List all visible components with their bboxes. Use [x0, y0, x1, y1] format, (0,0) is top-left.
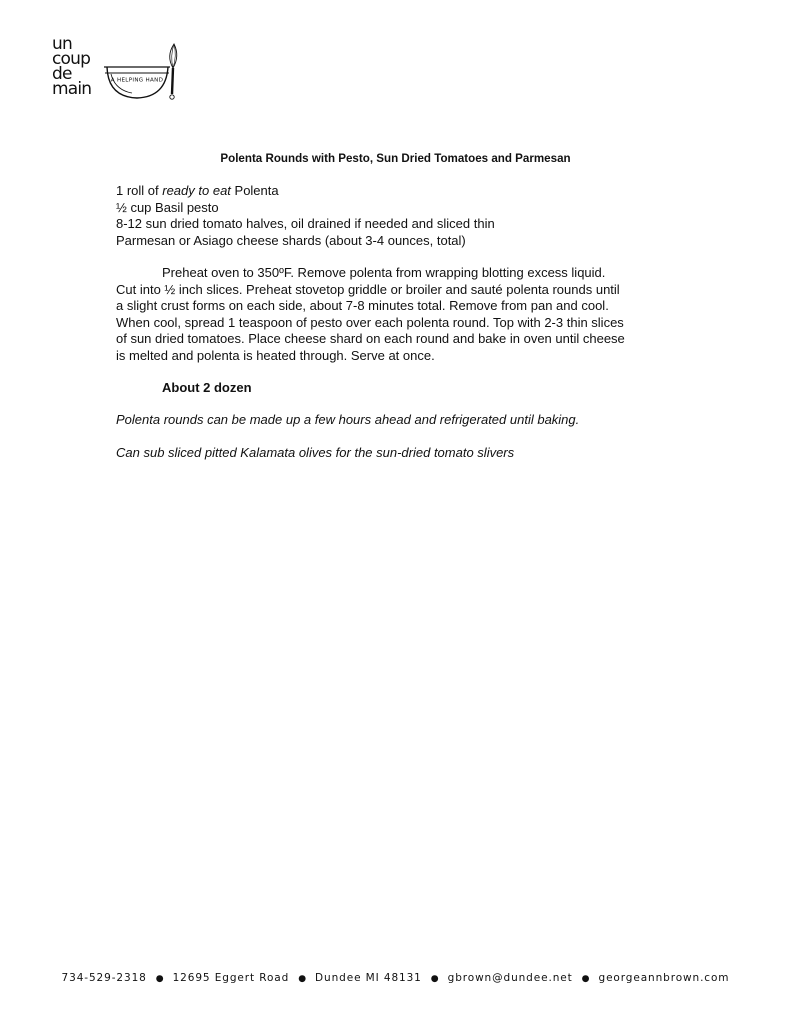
- company-logo: [52, 34, 187, 103]
- method-paragraph: [116, 265, 686, 365]
- method-line: Cut into ½ inch slices. Preheat stovetop griddle or broiler and sauté polenta rounds until: [116, 281, 620, 297]
- ingredient-text: 1 roll of: [116, 183, 163, 198]
- ingredient-text: Polenta: [230, 183, 279, 198]
- ingredient-item: 8-12 sun dried tomato halves, oil drained if needed and sliced thin: [116, 216, 495, 232]
- recipe-note: Polenta rounds can be made up a few hours ahead and refrigerated until baking.: [116, 412, 580, 427]
- logo-word: de: [52, 64, 72, 84]
- logo-tagline: A HELPING HAND: [110, 77, 164, 84]
- footer-city: Dundee MI 48131: [315, 972, 422, 984]
- footer-email: gbrown@dundee.net: [447, 972, 573, 984]
- method-line: a slight crust forms on each side, about 7-8 minutes total. Remove from pan and cool.: [116, 298, 609, 314]
- method-line: When cool, spread 1 teaspoon of pesto over each polenta round. Top with 2-3 thin slices: [116, 314, 624, 330]
- logo-word: coup: [52, 49, 91, 69]
- recipe-yield: About 2 dozen: [162, 380, 252, 395]
- method-line: Preheat oven to 350ºF. Remove polenta from wrapping blotting excess liquid.: [162, 265, 606, 280]
- method-line: is melted and polenta is heated through. Serve at once.: [116, 347, 435, 363]
- footer-website: georgeannbrown.com: [598, 972, 730, 984]
- ingredient-list: [116, 183, 495, 249]
- footer-separator: ●: [298, 974, 307, 984]
- logo-word: un: [52, 34, 72, 54]
- footer-separator: ●: [581, 974, 590, 984]
- method-line: of sun dried tomatoes. Place cheese shard on each round and bake in oven until cheese: [116, 331, 625, 347]
- ingredient-item: [116, 183, 495, 200]
- ingredient-item: Parmesan or Asiago cheese shards (about 3-4 ounces, total): [116, 232, 466, 248]
- mixing-bowl-whisk-icon: [102, 42, 187, 102]
- contact-footer: [0, 972, 791, 984]
- footer-address: 12695 Eggert Road: [172, 972, 290, 984]
- recipe-note: Can sub sliced pitted Kalamata olives for the sun-dried tomato slivers: [116, 445, 515, 460]
- footer-phone: 734-529-2318: [61, 972, 147, 984]
- footer-separator: ●: [430, 974, 439, 984]
- logo-word: main: [52, 79, 92, 99]
- ingredient-item: ½ cup Basil pesto: [116, 199, 219, 215]
- recipe-title: Polenta Rounds with Pesto, Sun Dried Tomatoes and Parmesan: [220, 152, 571, 165]
- ingredient-emphasis: ready to eat: [162, 183, 231, 198]
- footer-separator: ●: [155, 974, 164, 984]
- logo-wordmark: [52, 34, 92, 99]
